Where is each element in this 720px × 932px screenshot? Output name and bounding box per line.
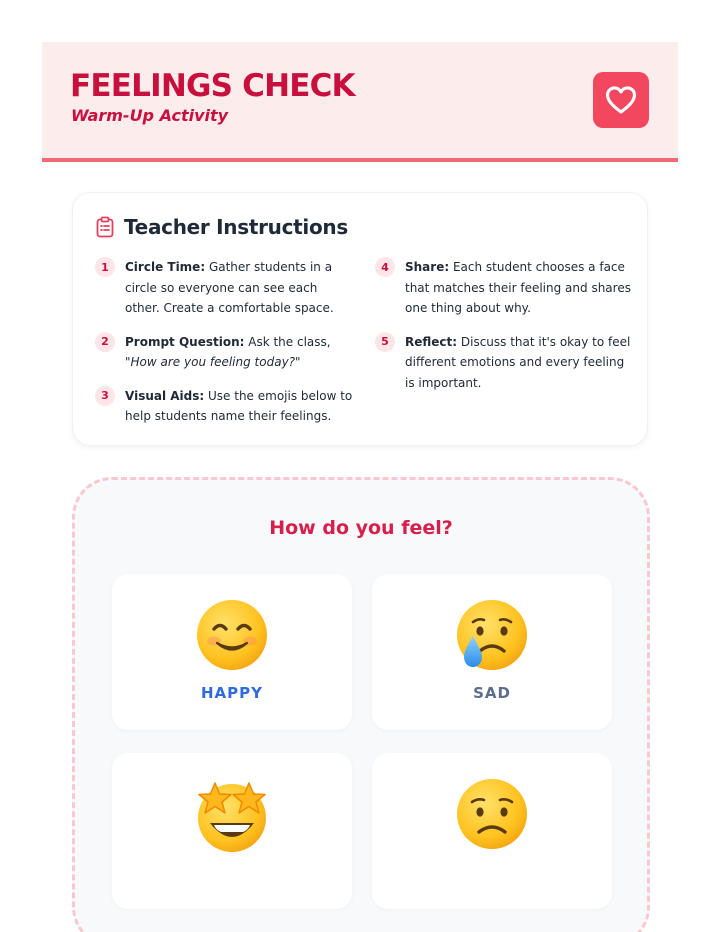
- step-text: [405, 332, 635, 394]
- step-number: 1: [95, 257, 115, 277]
- step-quote: "How are you feeling today?": [125, 355, 301, 369]
- step-number: 2: [95, 332, 115, 352]
- heart-icon: [604, 83, 638, 117]
- feeling-card-excited[interactable]: [112, 753, 352, 909]
- feelings-title: How do you feel?: [269, 517, 453, 539]
- feelings-board: [72, 477, 650, 932]
- step-text: [125, 386, 355, 427]
- page-title: FEELINGS CHECK: [70, 68, 355, 104]
- step-body: Discuss that it's okay to feel different emotions and every feeling is important.: [405, 334, 631, 390]
- clipboard-icon: [95, 216, 115, 238]
- step-body: Ask the class,: [244, 334, 331, 349]
- step-body: Gather students in a circle so everyone can see each other. Create a comfortable space.: [125, 260, 334, 315]
- instruction-step: [375, 332, 635, 394]
- instruction-step: [95, 257, 355, 319]
- instructions-title: Teacher Instructions: [124, 215, 348, 239]
- step-number: 5: [375, 332, 395, 352]
- instructions-header: [95, 215, 348, 239]
- instruction-step: [95, 386, 355, 427]
- feeling-label: SAD: [473, 684, 511, 702]
- step-label: Share:: [405, 260, 450, 274]
- worried-face-icon: [455, 777, 529, 851]
- step-label: Visual Aids:: [125, 388, 205, 403]
- star-struck-face-icon: [193, 777, 271, 855]
- feeling-card-sad[interactable]: [372, 574, 612, 730]
- feeling-label: HAPPY: [200, 684, 263, 702]
- step-text: [125, 332, 355, 373]
- step-label: Prompt Question:: [125, 334, 245, 349]
- page-header: [42, 42, 678, 162]
- step-body: Use the emojis below to help students name their feelings.: [125, 388, 353, 423]
- feeling-card-worried[interactable]: [372, 753, 612, 909]
- steps-column-right: [375, 257, 635, 393]
- heart-badge: [593, 72, 649, 128]
- steps-column-left: [95, 257, 355, 427]
- step-number: 3: [95, 386, 115, 406]
- step-number: 4: [375, 257, 395, 277]
- smiling-face-icon: [195, 598, 269, 672]
- step-text: [405, 257, 635, 319]
- feeling-card-happy[interactable]: [112, 574, 352, 730]
- step-body: Each student chooses a face that matches their feeling and shares one thing about why.: [405, 260, 631, 315]
- instruction-step: [95, 332, 355, 373]
- step-label: Circle Time:: [125, 260, 206, 274]
- instruction-step: [375, 257, 635, 319]
- crying-face-icon: [455, 598, 529, 672]
- step-label: Reflect:: [405, 334, 458, 349]
- page-subtitle: Warm-Up Activity: [71, 106, 229, 125]
- teacher-instructions-card: [72, 192, 648, 446]
- step-text: [125, 257, 355, 319]
